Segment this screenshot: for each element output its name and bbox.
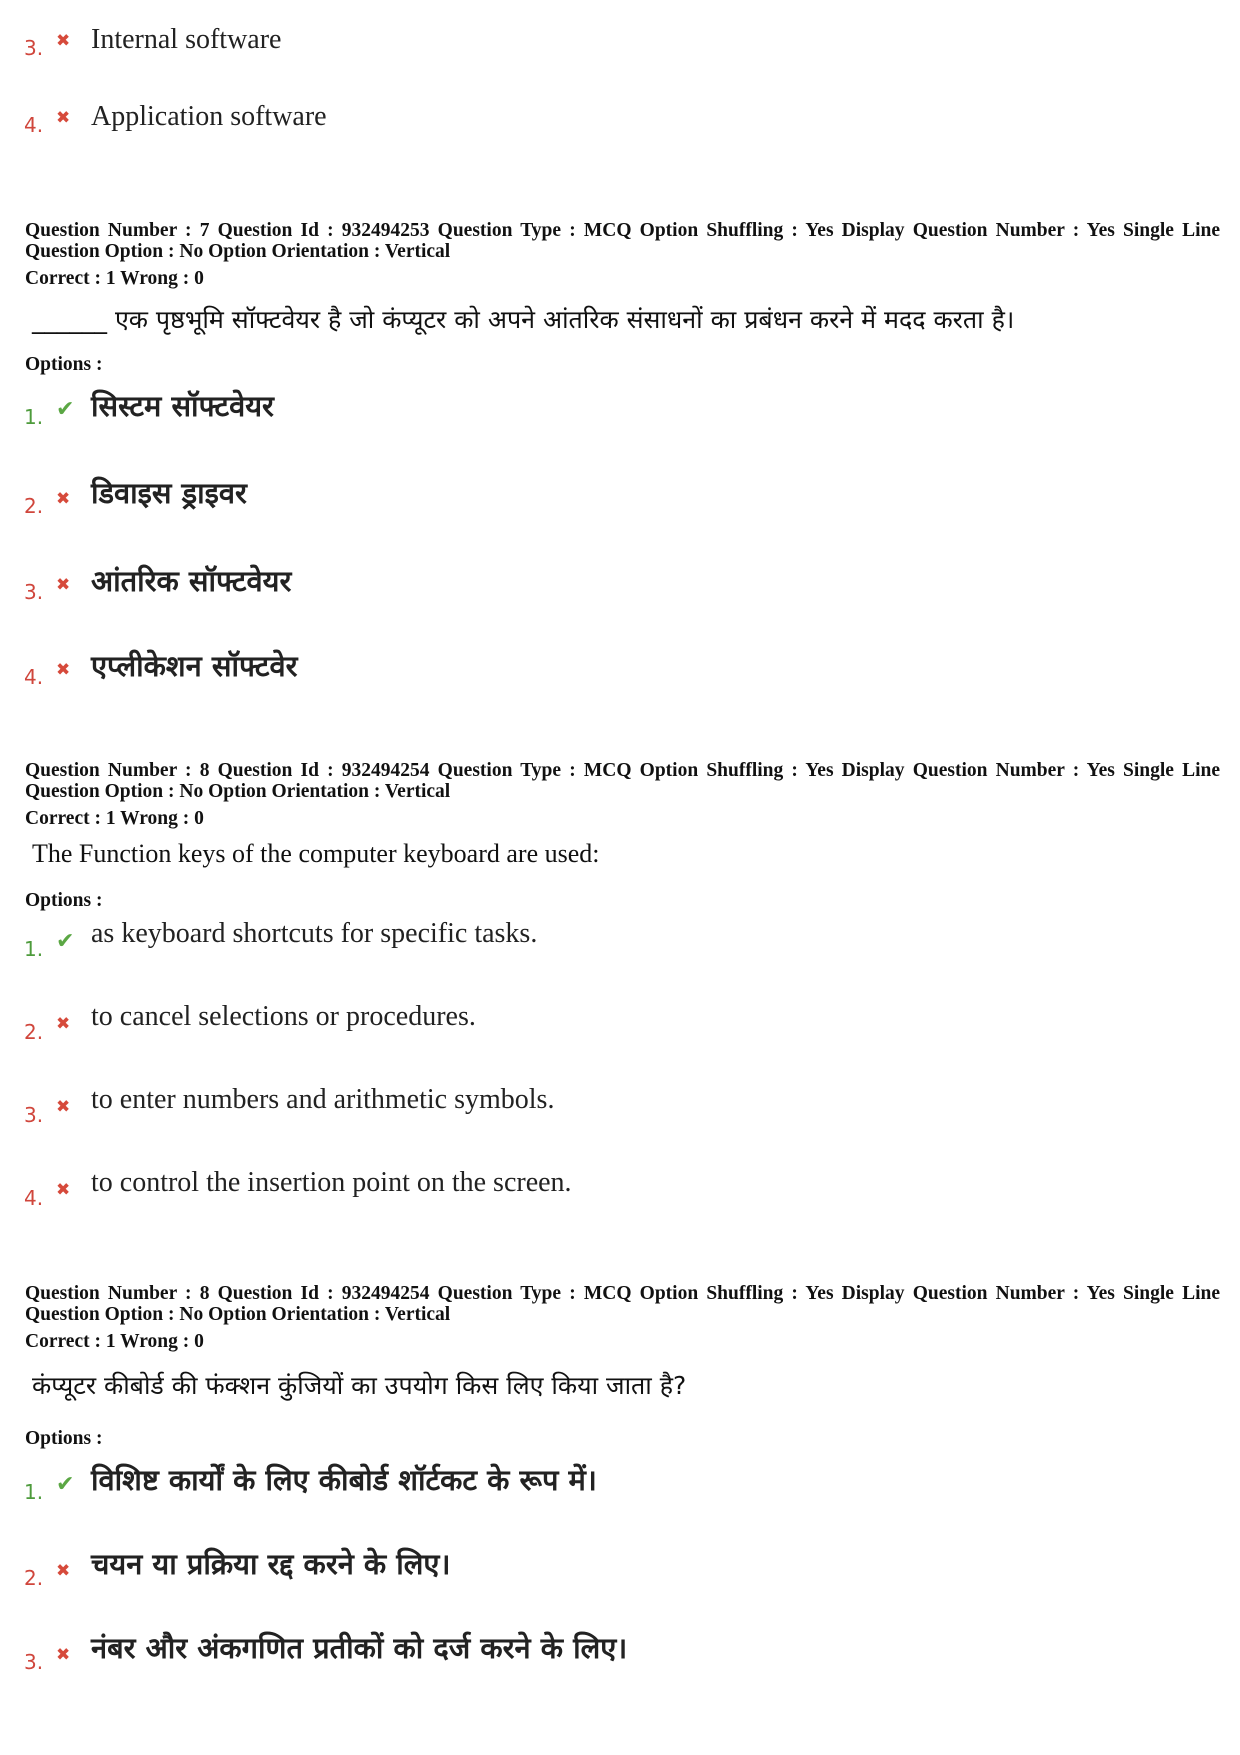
option-text: नंबर और अंकगणित प्रतीकों को दर्ज करने के लिए। xyxy=(91,1631,628,1665)
question-meta: Question Number : 7 Question Id : 932494253 Question Type : MCQ Option Shuffling : Yes Display Question Number : Yes Single Line Question Option : No Option Orientation : Vertical xyxy=(25,220,1220,262)
cross-icon: ✖ xyxy=(56,1645,71,1665)
option-text: सिस्टम सॉफ्टवेयर xyxy=(91,389,274,423)
correct-wrong-score: Correct : 1 Wrong : 0 xyxy=(25,808,204,829)
option-number: 4. xyxy=(24,1186,44,1210)
option-number: 3. xyxy=(24,580,44,604)
question-text: ______ एक पृष्ठभूमि सॉफ्टवेयर है जो कंप्यूटर को अपने आंतरिक संसाधनों का प्रबंधन करने में मदद करता है। xyxy=(32,305,1015,334)
option-text: चयन या प्रक्रिया रद्द करने के लिए। xyxy=(91,1547,451,1581)
option-number: 1. xyxy=(24,937,44,961)
option-number: 3. xyxy=(24,1650,44,1674)
cross-icon: ✖ xyxy=(56,660,71,680)
option-number: 2. xyxy=(24,1566,44,1590)
question-text: कंप्यूटर कीबोर्ड की फंक्शन कुंजियों का उपयोग किस लिए किया जाता है? xyxy=(32,1371,687,1400)
option-text: Internal software xyxy=(91,24,282,55)
cross-icon: ✖ xyxy=(56,31,71,51)
correct-wrong-score: Correct : 1 Wrong : 0 xyxy=(25,268,204,289)
option-text: to enter numbers and arithmetic symbols. xyxy=(91,1084,555,1115)
option-text: to cancel selections or procedures. xyxy=(91,1001,476,1032)
correct-wrong-score: Correct : 1 Wrong : 0 xyxy=(25,1331,204,1352)
option-number: 2. xyxy=(24,494,44,518)
cross-icon: ✖ xyxy=(56,1014,71,1034)
option-number: 1. xyxy=(24,1480,44,1504)
option-text: विशिष्ट कार्यों के लिए कीबोर्ड शॉर्टकट के रूप में। xyxy=(91,1463,597,1497)
option-text: as keyboard shortcuts for specific tasks. xyxy=(91,918,538,949)
cross-icon: ✖ xyxy=(56,1097,71,1117)
cross-icon: ✖ xyxy=(56,489,71,509)
option-number: 1. xyxy=(24,405,44,429)
cross-icon: ✖ xyxy=(56,108,71,128)
option-number: 3. xyxy=(24,36,44,60)
options-label: Options : xyxy=(25,890,103,911)
cross-icon: ✖ xyxy=(56,1561,71,1581)
option-text: आंतरिक सॉफ्टवेयर xyxy=(91,564,292,598)
option-number: 3. xyxy=(24,1103,44,1127)
option-number: 4. xyxy=(24,113,44,137)
option-text: to control the insertion point on the screen. xyxy=(91,1167,572,1198)
check-icon: ✔ xyxy=(56,929,75,954)
check-icon: ✔ xyxy=(56,1472,75,1497)
question-meta: Question Number : 8 Question Id : 932494254 Question Type : MCQ Option Shuffling : Yes Display Question Number : Yes Single Line Question Option : No Option Orientation : Vertical xyxy=(25,760,1220,802)
option-text: डिवाइस ड्राइवर xyxy=(91,476,247,510)
cross-icon: ✖ xyxy=(56,1180,71,1200)
options-label: Options : xyxy=(25,354,103,375)
question-meta: Question Number : 8 Question Id : 932494254 Question Type : MCQ Option Shuffling : Yes Display Question Number : Yes Single Line Question Option : No Option Orientation : Vertical xyxy=(25,1283,1220,1325)
option-text: Application software xyxy=(91,101,327,132)
check-icon: ✔ xyxy=(56,397,75,422)
option-number: 2. xyxy=(24,1020,44,1044)
cross-icon: ✖ xyxy=(56,575,71,595)
option-text: एप्लीकेशन सॉफ्टवेर xyxy=(91,649,298,683)
options-label: Options : xyxy=(25,1428,103,1449)
question-text: The Function keys of the computer keyboard are used: xyxy=(32,839,600,868)
option-number: 4. xyxy=(24,665,44,689)
